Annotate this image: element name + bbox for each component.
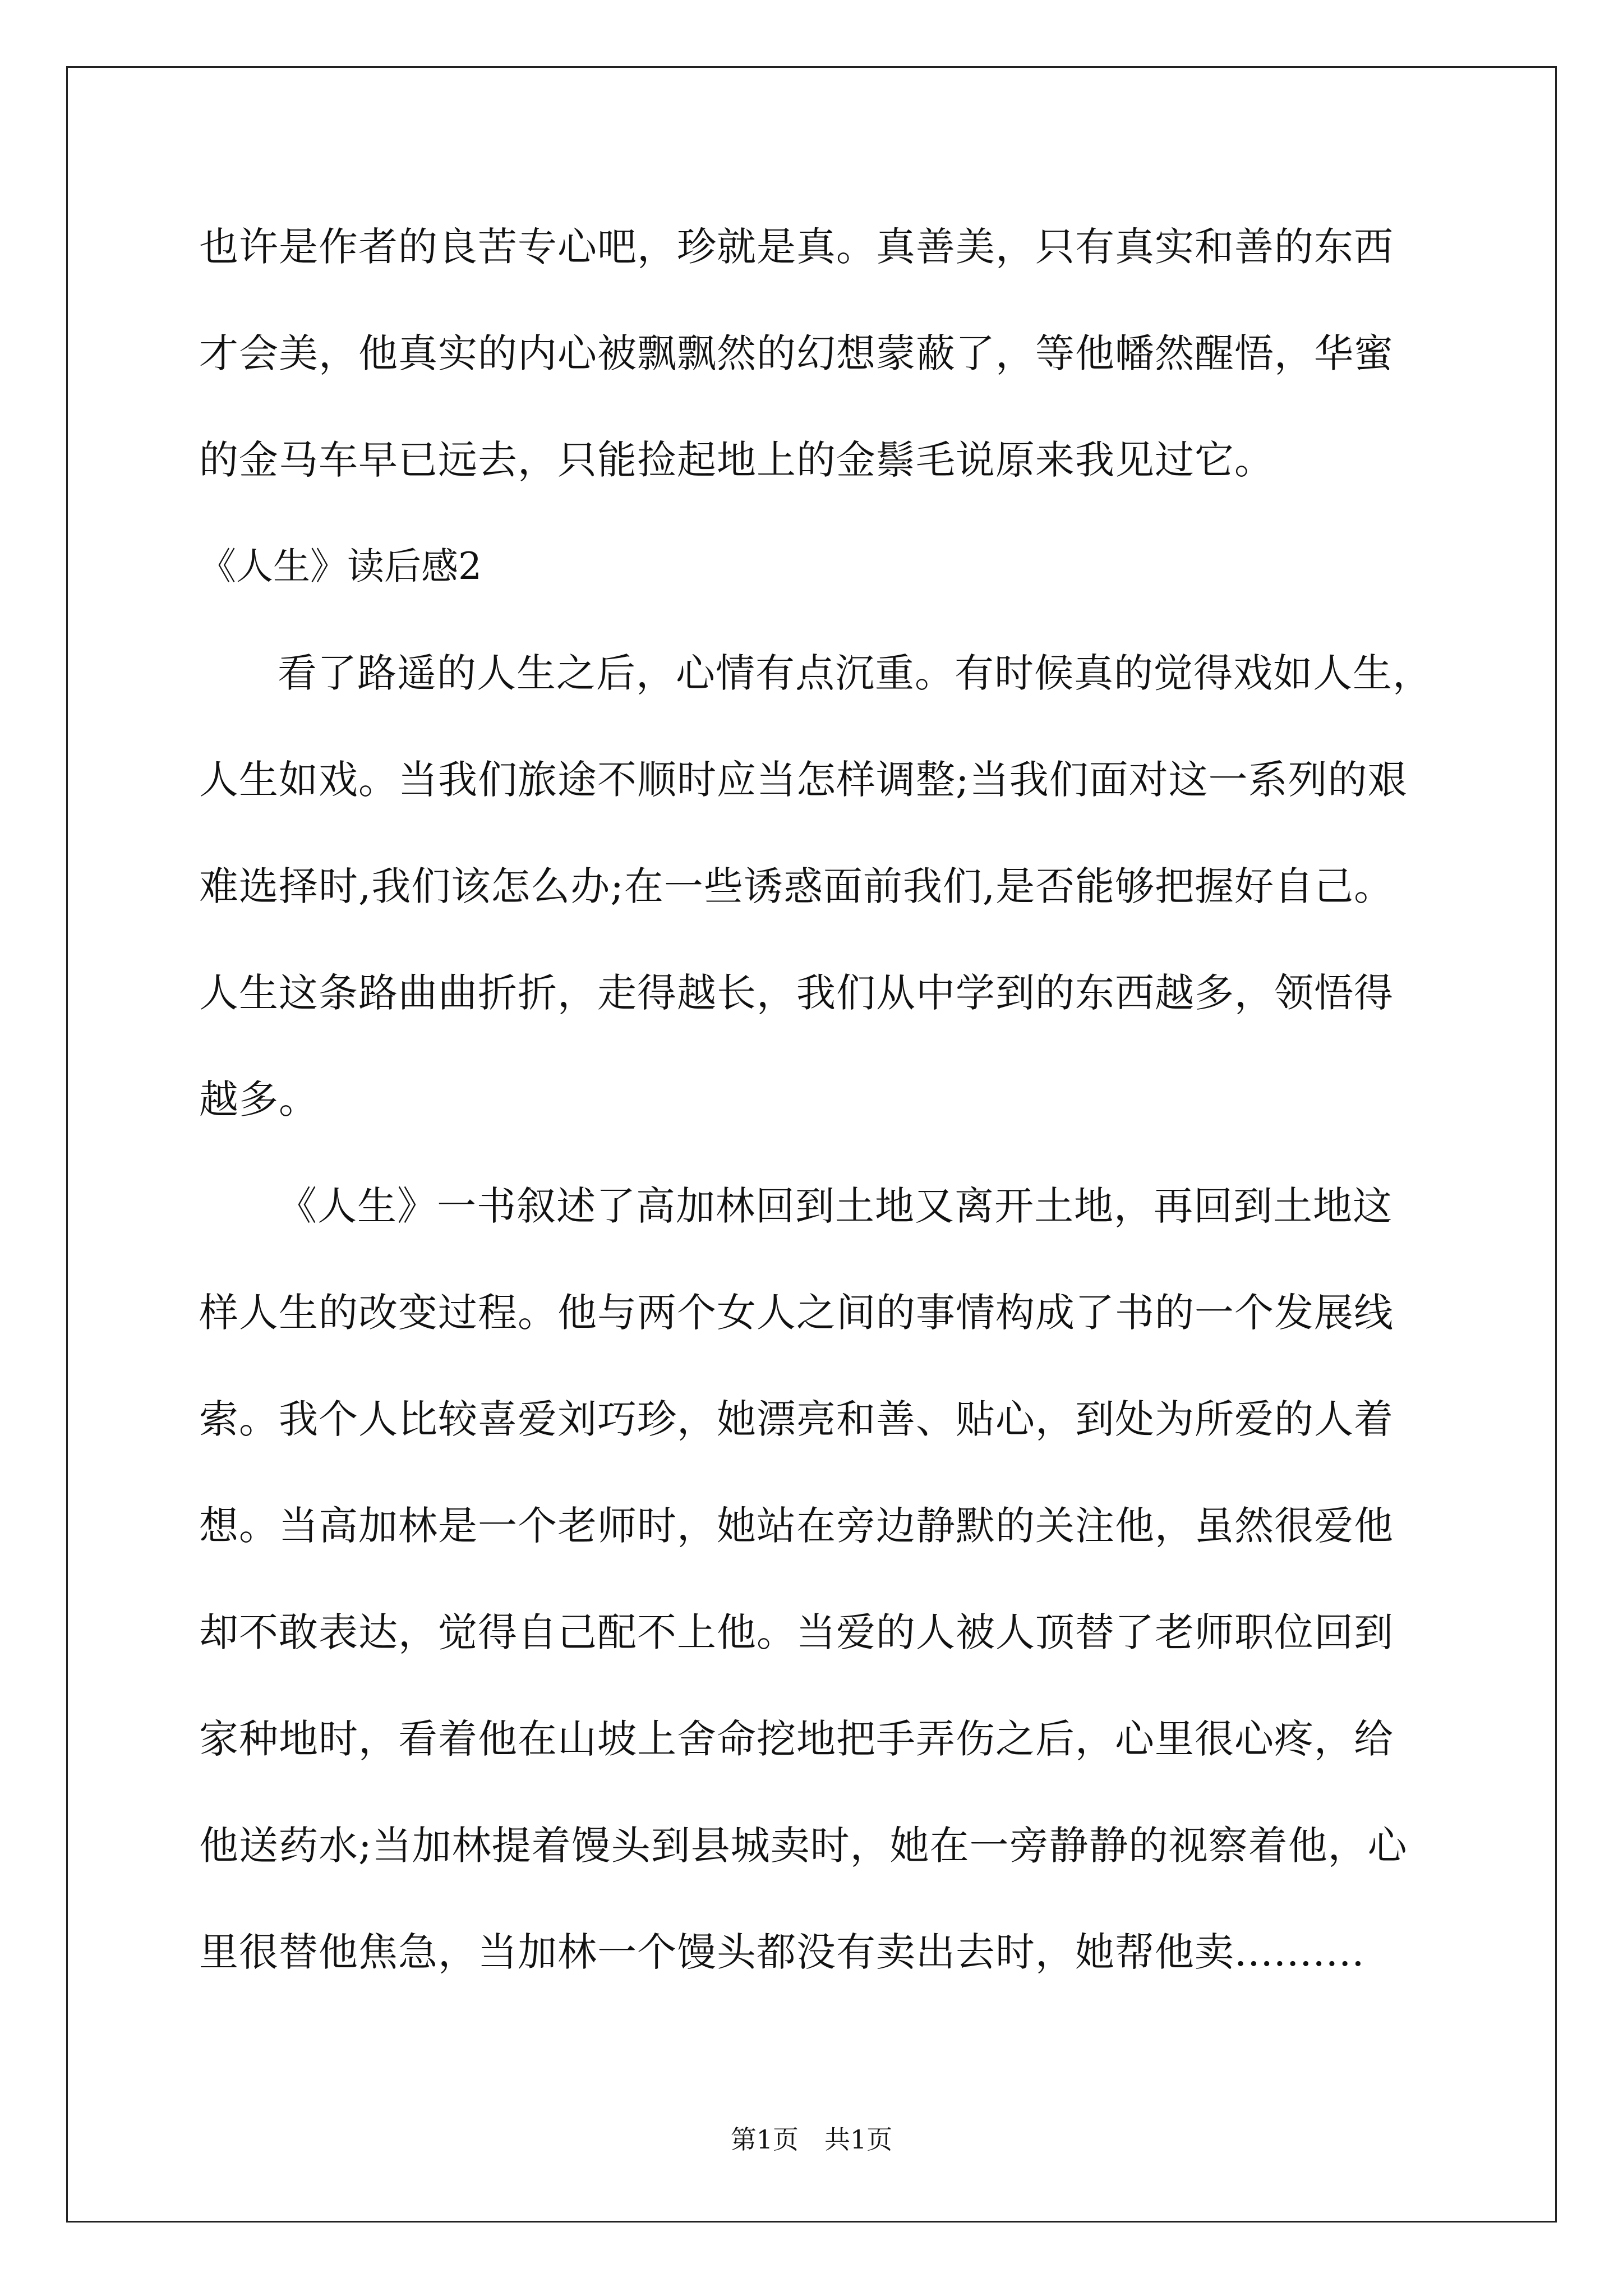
paragraph-line: 他送药水;当加林提着馒头到县城卖时，她在一旁静静的视察着他，心 [199, 1823, 1408, 1869]
page-number-footer: 第1页 共1页 [730, 2124, 893, 2155]
section-heading: 《人生》读后感2 [199, 545, 482, 588]
paragraph-line: 人生这条路曲曲折折，走得越长，我们从中学到的东西越多，领悟得 [199, 970, 1394, 1016]
paragraph-line: 想。当高加林是一个老师时，她站在旁边静默的关注他，虽然很爱他 [199, 1503, 1394, 1549]
paragraph-line: 看了路遥的人生之后，心情有点沉重。有时候真的觉得戏如人生， [278, 650, 1432, 696]
paragraph-line: 才会美，他真实的内心被飘飘然的幻想蒙蔽了，等他幡然醒悟，华蜜 [199, 330, 1394, 376]
paragraph-line: 家种地时，看着他在山坡上舍命挖地把手弄伤之后，心里很心疼，给 [199, 1716, 1394, 1762]
paragraph-line: 越多。 [199, 1076, 319, 1122]
paragraph-line: 难选择时,我们该怎么办;在一些诱惑面前我们,是否能够把握好自己。 [199, 863, 1394, 909]
paragraph-line: 样人生的改变过程。他与两个女人之间的事情构成了书的一个发展线 [199, 1290, 1394, 1336]
paragraph-line: 《人生》一书叙述了高加林回到土地又离开土地，再回到土地这 [278, 1183, 1393, 1229]
paragraph-line: 索。我个人比较喜爱刘巧珍，她漂亮和善、贴心，到处为所爱的人着 [199, 1396, 1394, 1442]
page-border [66, 66, 1557, 2223]
paragraph-line: 也许是作者的良苦专心吧，珍就是真。真善美，只有真实和善的东西 [199, 224, 1394, 270]
paragraph-line: 却不敢表达，觉得自己配不上他。当爱的人被人顶替了老师职位回到 [199, 1609, 1394, 1655]
paragraph-line: 里很替他焦急，当加林一个馒头都没有卖出去时，她帮他卖.......... [199, 1929, 1365, 1975]
paragraph-line: 的金马车早已远去，只能捡起地上的金鬃毛说原来我见过它。 [199, 437, 1274, 483]
paragraph-line: 人生如戏。当我们旅途不顺时应当怎样调整;当我们面对这一系列的艰 [199, 757, 1408, 803]
